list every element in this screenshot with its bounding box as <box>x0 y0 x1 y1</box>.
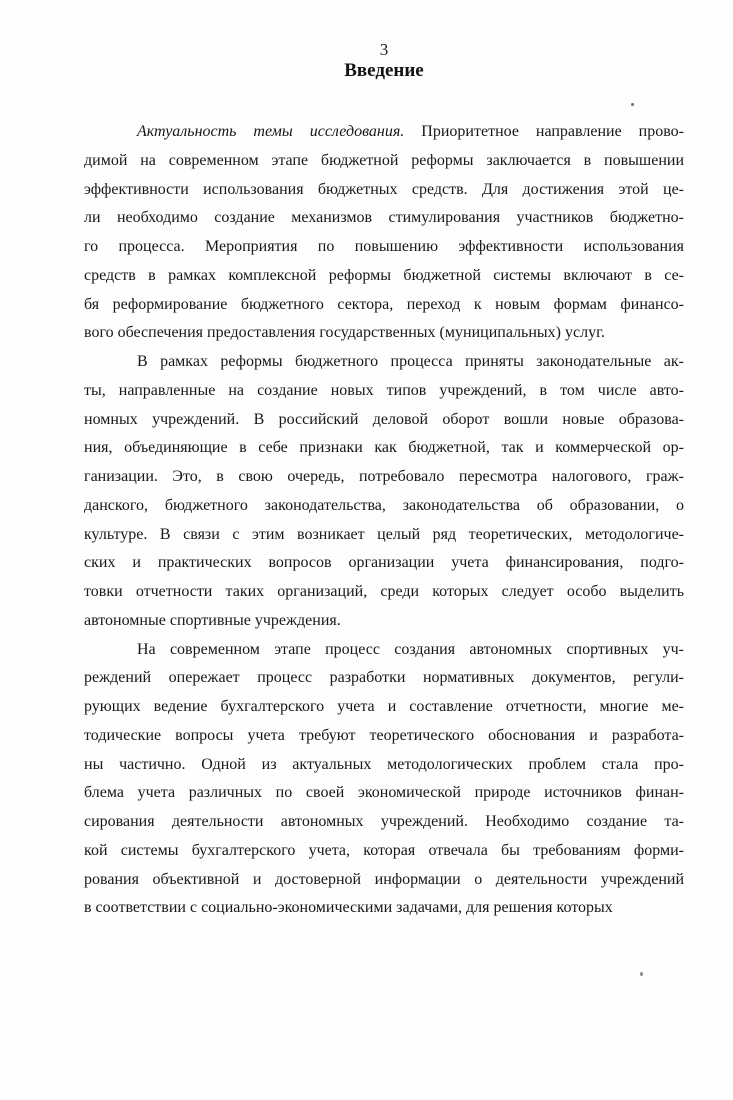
scan-speck-top <box>631 103 634 106</box>
paragraph-1 <box>84 118 684 348</box>
text-line: ских и практических вопросов организации учета финансирования, подго- <box>84 554 684 572</box>
text-line: рования объективной и достоверной информации о деятельности учреждений <box>84 870 684 888</box>
text-line: в соответствии с социально-экономическими задачами, для решения которых <box>84 899 613 917</box>
text-line-rest: Приоритетное направление прово- <box>404 123 684 140</box>
text-line: ли необходимо создание механизмов стимулирования участников бюджетно- <box>84 209 684 227</box>
page-number: 3 <box>379 40 389 59</box>
page-title: Введение <box>344 60 424 81</box>
paragraph-2 <box>84 348 684 636</box>
text-line: рующих ведение бухгалтерского учета и составление отчетности, многие ме- <box>84 698 684 715</box>
text-line: кой системы бухгалтерского учета, которая отвечала бы требованиям форми- <box>84 841 684 859</box>
scan-speck-bottom <box>640 972 643 976</box>
italic-lead-phrase: Актуальность темы исследования. <box>137 123 405 140</box>
text-line: реждений опережает процесс разработки нормативных документов, регули- <box>84 669 684 687</box>
text-line: эффективности использования бюджетных средств. Для достижения этой це- <box>84 180 684 198</box>
body-text <box>84 118 684 923</box>
paragraph-3 <box>84 636 684 924</box>
text-line: средств в рамках комплексной реформы бюджетной системы включают в се- <box>84 266 684 284</box>
text-line: ния, объединяющие в себе признаки как бюджетной, так и коммерческой ор- <box>84 439 684 457</box>
text-line: данского, бюджетного законодательства, законодательства об образовании, о <box>84 496 684 514</box>
text-line: номных учреждений. В российский деловой оборот вошли новые образова- <box>84 410 684 428</box>
text-line: В рамках реформы бюджетного процесса приняты законодательные ак- <box>137 353 684 370</box>
text-line: На современном этапе процесс создания автономных спортивных уч- <box>137 640 684 658</box>
text-line: го процесса. Мероприятия по повышению эффективности использования <box>84 238 684 255</box>
text-line: тодические вопросы учета требуют теоретического обоснования и разработа- <box>84 726 684 744</box>
text-line: культуре. В связи с этим возникает целый ряд теоретических, методологиче- <box>84 525 684 543</box>
text-line: сирования деятельности автономных учреждений. Необходимо создание та- <box>84 813 684 830</box>
text-line: ны частично. Одной из актуальных методологических проблем стала про- <box>84 755 684 773</box>
text-line: димой на современном этапе бюджетной реформы заключается в повышении <box>84 151 684 169</box>
text-line: товки отчетности таких организаций, среди которых следует особо выделить <box>84 583 684 600</box>
text-line: ты, направленные на создание новых типов учреждений, в том числе авто- <box>84 381 684 399</box>
text-line: бя реформирование бюджетного сектора, переход к новым формам финансо- <box>84 295 684 313</box>
text-line: блема учета различных по своей экономической природе источников финан- <box>84 784 684 802</box>
text-line: вого обеспечения предоставления государственных (муниципальных) услуг. <box>84 324 605 342</box>
text-line: ганизации. Это, в свою очередь, потребовало пересмотра налогового, граж- <box>84 468 684 485</box>
text-line: автономные спортивные учреждения. <box>84 611 341 629</box>
text-line <box>84 118 684 147</box>
